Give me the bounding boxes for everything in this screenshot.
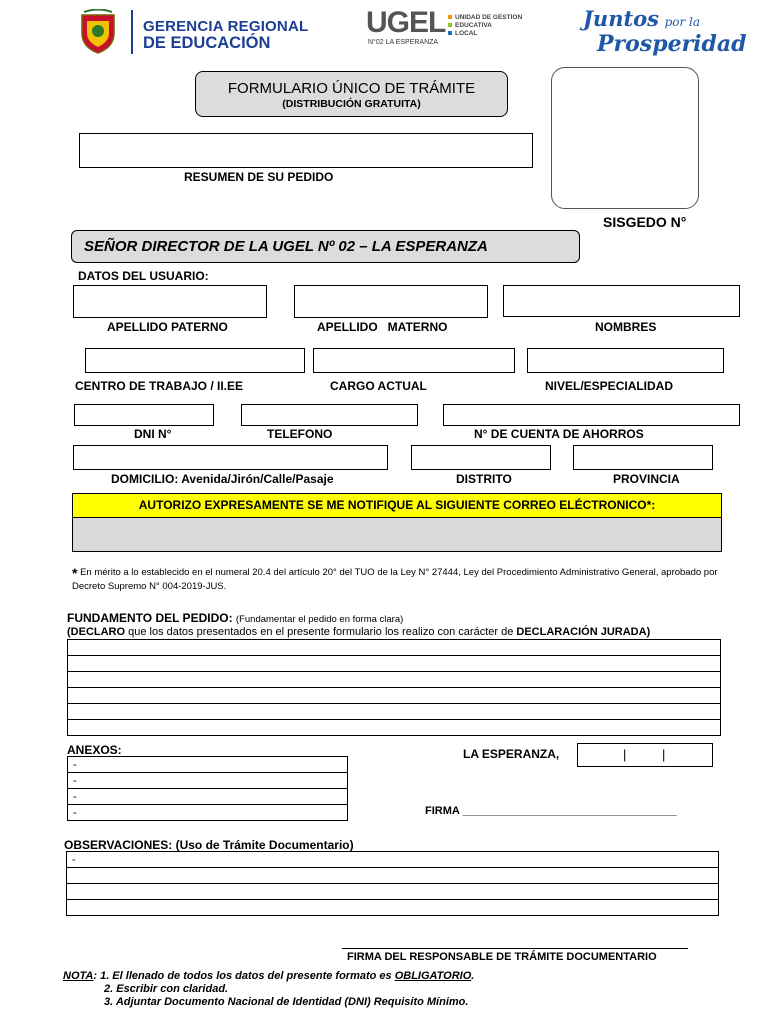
declaro-end: DECLARACIÓN JURADA) [516, 626, 651, 638]
fundamento-row[interactable] [68, 688, 721, 704]
fundamento-table[interactable] [67, 639, 721, 736]
sisgedo-stamp-box [551, 67, 699, 209]
apellido-materno-input[interactable] [294, 285, 488, 318]
cargo-actual-label: CARGO ACTUAL [330, 379, 427, 393]
anexo-row[interactable] [68, 773, 348, 789]
responsable-signature-line [342, 948, 688, 949]
apellido-materno-label: APELLIDO MATERNO [317, 320, 448, 334]
email-input[interactable] [72, 518, 722, 552]
form-title-box [195, 71, 508, 117]
distrito-label: DISTRITO [456, 472, 512, 486]
fundamento-row[interactable] [68, 640, 721, 656]
responsable-signature-label: FIRMA DEL RESPONSABLE DE TRÁMITE DOCUMENTARIO [347, 951, 657, 963]
observacion-cell[interactable] [67, 868, 719, 884]
nota-line-3: 3. Adjuntar Documento Nacional de Identidad (DNI) Requisito Mínimo. [104, 996, 469, 1008]
fundamento-title-line [67, 611, 403, 625]
nombres-input[interactable] [503, 285, 740, 317]
telefono-label: TELEFONO [267, 427, 333, 441]
domicilio-input[interactable] [73, 445, 388, 470]
resumen-input[interactable] [79, 133, 533, 168]
centro-trabajo-input[interactable] [85, 348, 305, 373]
date-separator: | [662, 747, 666, 762]
nota-block [63, 970, 474, 1009]
regional-government-crest [76, 9, 120, 55]
form-title: FORMULARIO ÚNICO DE TRÁMITE [227, 80, 476, 97]
observaciones-table[interactable] [66, 851, 719, 916]
telefono-input[interactable] [241, 404, 418, 426]
form-subtitle: (DISTRIBUCIÓN GRATUITA) [282, 98, 421, 110]
apellido-paterno-label: APELLIDO PATERNO [107, 320, 228, 334]
nombres-label: NOMBRES [595, 320, 657, 334]
fundamento-row[interactable] [68, 720, 721, 736]
fundamento-row[interactable] [68, 704, 721, 720]
ugel-line-2: EDUCATIVA [455, 22, 492, 29]
fundamento-hint: (Fundamentar el pedido en forma clara) [235, 614, 404, 625]
footnote-text: En mérito a lo establecido en el numeral 20.4 del artículo 20° del TUO de la Ley N° 27444, Ley del Procedimiento Administrativo General, aprobado por Decreto Supremo N° 004-2019-JUS. [72, 567, 718, 592]
nivel-especialidad-input[interactable] [527, 348, 724, 373]
ugel-line-1: UNIDAD DE GESTION [455, 14, 523, 21]
anexo-row[interactable] [68, 757, 348, 773]
anexo-row[interactable] [68, 805, 348, 821]
anexo-row[interactable] [68, 789, 348, 805]
anexo-cell[interactable]: - [68, 757, 348, 773]
firma-line: FIRMA ___________________________________ [425, 805, 677, 817]
observaciones-title: OBSERVACIONES: (Uso de Trámite Documentario) [64, 838, 354, 852]
declaracion-line [67, 626, 650, 638]
anexo-cell[interactable]: - [68, 789, 348, 805]
nota-item1-pre: : 1. El llenado de todos los datos del presente formato es [93, 970, 395, 982]
nota-line-2: 2. Escribir con claridad. [104, 983, 229, 995]
observacion-cell[interactable] [67, 884, 719, 900]
nota-label: NOTA [63, 970, 94, 982]
provincia-input[interactable] [573, 445, 713, 470]
anexo-cell[interactable]: - [68, 773, 348, 789]
ugel-logo-word: UGEL [366, 6, 446, 39]
gov-line-1: GERENCIA REGIONAL [143, 18, 309, 35]
prosperidad-word: Prosperidad [597, 31, 747, 57]
centro-trabajo-label: CENTRO DE TRABAJO / II.EE [75, 379, 244, 393]
provincia-label: PROVINCIA [613, 472, 680, 486]
email-notice-banner: AUTORIZO EXPRESAMENTE SE ME NOTIFIQUE AL SIGUIENTE CORREO ELÉCTRONICO*: [72, 493, 722, 518]
ugel-logo-subtitle: N°02 LA ESPERANZA [368, 39, 439, 46]
cuenta-ahorros-input[interactable] [443, 404, 740, 426]
distrito-input[interactable] [411, 445, 551, 470]
observacion-row[interactable] [67, 868, 719, 884]
juntos-word: Juntos [583, 6, 660, 31]
resumen-label: RESUMEN DE SU PEDIDO [184, 170, 334, 184]
footnote-star: * [72, 565, 78, 581]
observacion-row[interactable] [67, 884, 719, 900]
anexos-title: ANEXOS: [67, 743, 122, 757]
date-input[interactable] [577, 743, 713, 767]
dni-input[interactable] [74, 404, 214, 426]
datos-usuario-label: DATOS DEL USUARIO: [78, 269, 209, 283]
apellido-paterno-input[interactable] [73, 285, 267, 318]
fundamento-title: FUNDAMENTO DEL PEDIDO: [67, 611, 233, 625]
regional-education-logo-text [143, 18, 308, 52]
declaro-open: (DECLARO [67, 626, 126, 638]
director-text: SEÑOR DIRECTOR DE LA UGEL Nº 02 – LA ESPERANZA [84, 238, 488, 255]
dni-label: DNI N° [134, 427, 172, 441]
nota-line-1 [63, 970, 474, 983]
cuenta-ahorros-label: N° DE CUENTA DE AHORROS [474, 427, 644, 441]
domicilio-label: DOMICILIO: Avenida/Jirón/Calle/Pasaje [111, 472, 334, 486]
observacion-cell[interactable]: - [67, 852, 719, 868]
header-divider [131, 10, 133, 54]
ugel-logo-lines [448, 14, 522, 38]
nota-item1-post: . [471, 970, 475, 982]
date-separator: | [623, 747, 627, 762]
ugel-line-3: LOCAL [455, 30, 478, 37]
observacion-row[interactable] [67, 852, 719, 868]
sisgedo-label: SISGEDO N° [603, 214, 687, 230]
nivel-especialidad-label: NIVEL/ESPECIALIDAD [545, 379, 674, 393]
por-la-word: por la [664, 15, 701, 29]
anexo-cell[interactable]: - [68, 805, 348, 821]
gov-line-2: DE EDUCACIÓN [143, 34, 271, 52]
juntos-por-la-prosperidad-logo [583, 8, 747, 55]
legal-footnote [72, 566, 732, 594]
fundamento-row[interactable] [68, 656, 721, 672]
declaro-mid: que los datos presentados en el presente formulario los realizo con carácter de [125, 626, 517, 638]
lugar-label: LA ESPERANZA, [463, 747, 560, 761]
observacion-cell[interactable] [67, 900, 719, 916]
nota-item1-u: OBLIGATORIO [394, 970, 472, 982]
director-heading [71, 230, 580, 263]
anexos-table[interactable] [67, 756, 348, 821]
fundamento-row[interactable] [68, 672, 721, 688]
cargo-actual-input[interactable] [313, 348, 515, 373]
observacion-row[interactable] [67, 900, 719, 916]
